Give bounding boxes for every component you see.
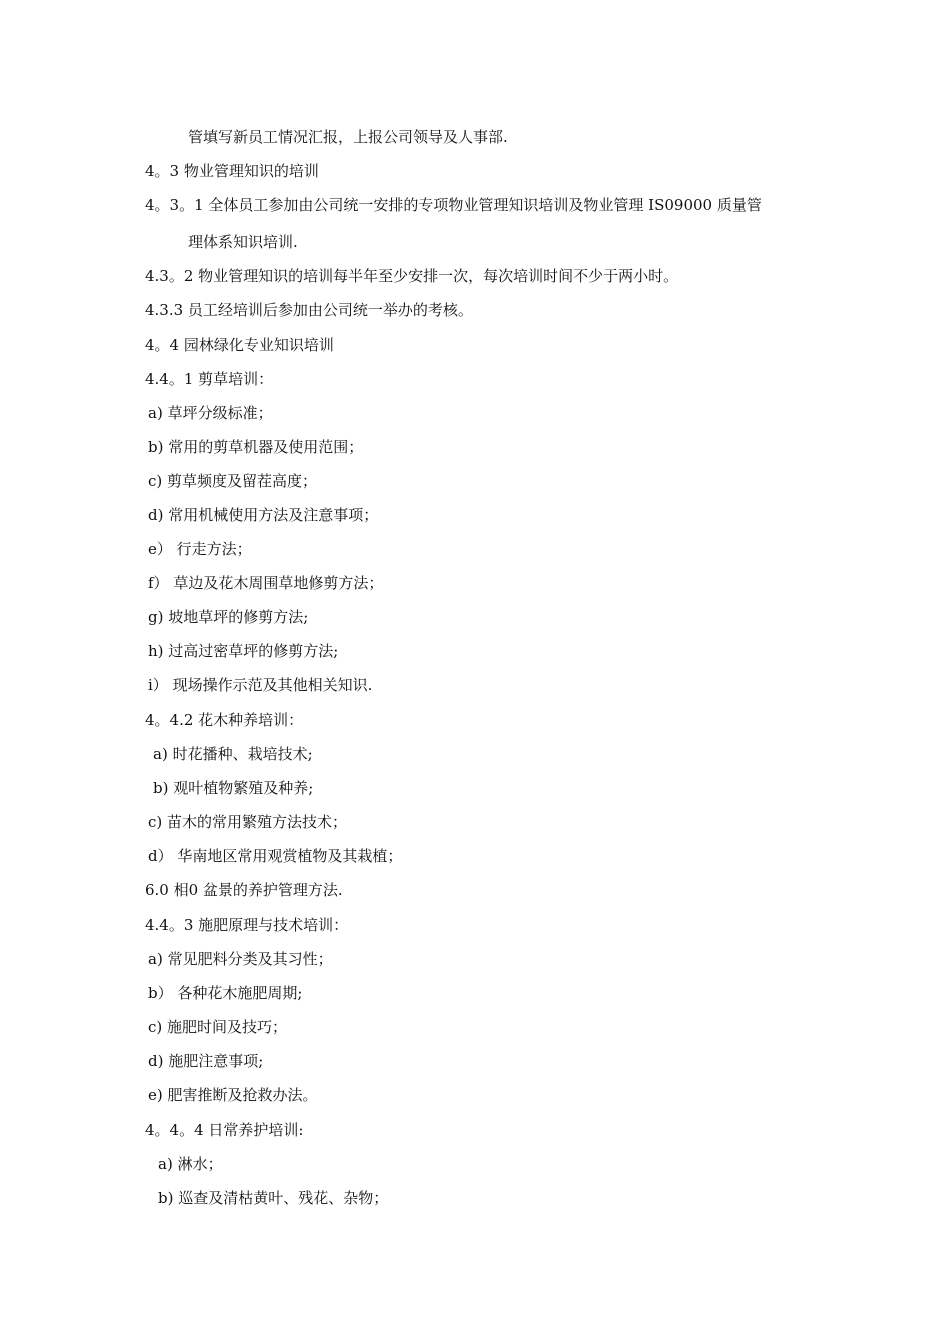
text-line-4-3-1: 4。3。1 全体员工参加由公司统一安排的专项物业管理知识培训及物业管理 IS09000 质量管	[145, 196, 762, 214]
list-item: i） 现场操作示范及其他相关知识.	[148, 676, 373, 694]
list-item: a) 淋水；	[158, 1155, 223, 1173]
text-line-4-3-2: 4.3。2 物业管理知识的培训每半年至少安排一次，每次培训时间不少于两小时。	[145, 267, 679, 285]
list-item: c) 苗木的常用繁殖方法技术；	[148, 813, 348, 831]
section-heading-4-4: 4。4 园林绿化专业知识培训	[145, 336, 334, 354]
list-item: g) 坡地草坪的修剪方法;	[148, 608, 309, 626]
list-item: b) 观叶植物繁殖及种养;	[153, 779, 314, 797]
list-item: d) 施肥注意事项;	[148, 1052, 264, 1070]
list-item: f） 草边及花木周围草地修剪方法；	[148, 574, 384, 592]
list-item: h) 过高过密草坪的修剪方法;	[148, 642, 339, 660]
list-item: e) 肥害推断及抢救办法。	[148, 1086, 318, 1104]
subsection-heading-4-4-3: 4.4。3 施肥原理与技术培训：	[145, 916, 349, 934]
text-line-4-3-3: 4.3.3 员工经培训后参加由公司统一举办的考核。	[145, 301, 473, 319]
list-item: b） 各种花木施肥周期;	[148, 984, 303, 1002]
list-item: b) 巡查及清枯黄叶、残花、杂物；	[158, 1189, 389, 1207]
list-item: b) 常用的剪草机器及使用范围；	[148, 438, 364, 456]
list-item: a) 草坪分级标准；	[148, 404, 273, 422]
list-item: e） 行走方法；	[148, 540, 252, 558]
list-item: d） 华南地区常用观赏植物及其栽植；	[148, 847, 403, 865]
list-item: c) 剪草频度及留茬高度；	[148, 472, 318, 490]
text-line-continuation: 管填写新员工情况汇报，上报公司领导及人事部.	[188, 128, 508, 146]
list-item: 6.0 相0 盆景的养护管理方法.	[145, 881, 343, 899]
list-item: a) 常见肥料分类及其习性；	[148, 950, 333, 968]
list-item: a) 时花播种、栽培技术;	[153, 745, 313, 763]
list-item: c) 施肥时间及技巧；	[148, 1018, 288, 1036]
text-line-continuation: 理体系知识培训.	[188, 233, 298, 251]
subsection-heading-4-4-2: 4。4.2 花木种养培训：	[145, 711, 304, 729]
list-item: d) 常用机械使用方法及注意事项；	[148, 506, 379, 524]
section-heading-4-3: 4。3 物业管理知识的培训	[145, 162, 319, 180]
subsection-heading-4-4-1: 4.4。1 剪草培训：	[145, 370, 274, 388]
subsection-heading-4-4-4: 4。4。4 日常养护培训:	[145, 1121, 304, 1139]
